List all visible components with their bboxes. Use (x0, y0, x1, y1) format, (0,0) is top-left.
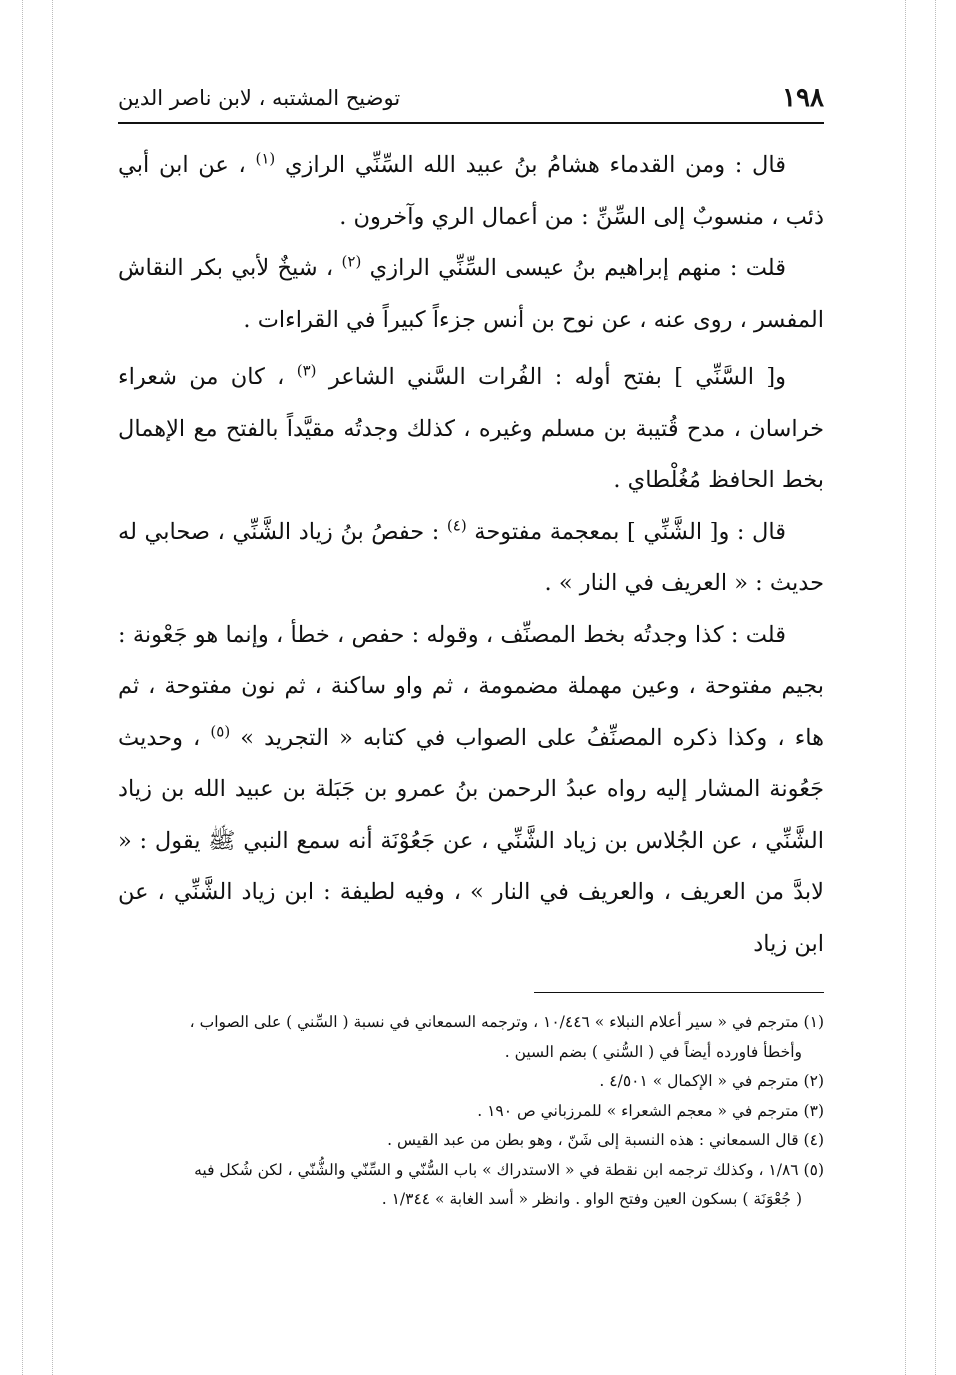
footnote-continuation: ( جُعْوَنَة ) بسكون العين وفتح الواو . وانظر « أسد الغابة » ١/٣٤٤ . (381, 1190, 802, 1208)
paragraph-text: قال : و[ الشَّنِّي ] بمعجمة مفتوحة (474, 518, 787, 545)
header-rule (118, 122, 824, 124)
footnote: (١) مترجم في « سير أعلام النبلاء » ١٠/٤٤٦ ، وترجمه السمعاني في نسبة ( السِّني ) على الصواب ، (189, 1013, 824, 1031)
paragraph-text: ، شيخٌ لأبي بكر النقاش المفسر ، روى عنه ، عن نوح بن أنس جزءاً كبيراً في القراءات . (118, 255, 824, 333)
paragraph-text: قال : ومن القدماء هشامُ بنُ عبيد الله السِّنِّي الرازي (284, 152, 786, 178)
footnote-reference: (٥) (210, 722, 231, 740)
footnote-reference: (٣) (296, 361, 317, 380)
scan-dotted-line (935, 0, 936, 1375)
paragraph-text: قلت : كذا وجدتُه بخط المصنِّف ، وقوله : حفص ، خطأ ، وإنما هو جَعْونة : بجيم مفتوحة ، وعين مهملة مضمومة ، ثم واو ساكنة ، ثم نون مفتوحة ، ثم هاء ، وكذا ذكره المصنِّفُ على الصواب في كتابه « التجريد » (118, 621, 825, 751)
scan-dotted-line (52, 0, 53, 1375)
paragraph-text: ، كان من شعراء خراسان ، مدح قُتيبة بن مسلم وغيره ، كذلك وجدتُه مقيَّداً بالفتح مع الإهمال بخط الحافظ مُغُلْطاي . (118, 364, 824, 493)
scan-dotted-line (905, 0, 906, 1375)
paragraph-text: قلت : منهم إبراهيم بنُ عيسى السِّنِّي الرازي (369, 255, 787, 281)
page-header (118, 78, 824, 118)
paragraph (118, 507, 824, 610)
running-title: توضيح المشتبه ، لابن ناصر الدين (118, 86, 401, 110)
paragraph (118, 140, 824, 243)
footnotes (118, 1008, 824, 1215)
footnote-reference: (١) (255, 149, 276, 168)
main-text (118, 140, 824, 970)
paragraph (118, 352, 824, 507)
footnote-reference: (٤) (446, 516, 467, 534)
paragraph (118, 243, 824, 346)
footnote-separator (534, 992, 824, 993)
footnote-continuation: وأخطأ فاورده أيضاً في ( السُّني ) بضم السين . (504, 1042, 802, 1061)
page-number: ١٩٨ (782, 83, 824, 113)
paragraph (118, 610, 824, 971)
paragraph-text: ، عن ابن أبي ذئب ، منسوبٌ إلى السِّنِّ : من أعمال الري وآخرون . (118, 152, 824, 230)
paragraph-text: ، وحديث جَعُونة المشار إليه رواه عبدُ الرحمن بنُ عمرو بن جَبَلة بن عبيد الله بن زياد الشَّنِّي ، عن الجُلاس بن زياد الشَّنِّي ، عن جَعُوْنَة أنه سمع النبي ﷺ يقول : « لابدَّ من العريف ، والعريف في النار » ، وفيه لطيفة : ابن زياد الشَّنِّي ، عن ابن زياد (118, 724, 824, 957)
footnote-reference: (٢) (341, 252, 362, 271)
footnote: (٤) قال السمعاني : هذه النسبة إلى شَنّ ، وهو بطن من عبد القيس . (387, 1131, 824, 1149)
paragraph-text: و[ السَّنِّي ] بفتح أوله : الفُرات السَّني الشاعر (328, 364, 786, 390)
footnote: (٥) ١/٨٦ ، وكذلك ترجمه ابن نقطة في « الاستدراك » باب السُّنّي و السِّنّي والشُّنّي ، لكن شُكل فيه (194, 1160, 824, 1179)
footnote: (٣) مترجم في « معجم الشعراء » للمرزباني ص ١٩٠ . (477, 1101, 824, 1120)
scan-dotted-line (22, 0, 23, 1375)
footnote: (٢) مترجم في « الإكمال » ٤/٥٠١ . (599, 1072, 824, 1090)
paragraph-text: : حفصُ بنُ زياد الشَّنِّي ، صحابي له حديث : « العريف في النار » . (118, 518, 824, 596)
